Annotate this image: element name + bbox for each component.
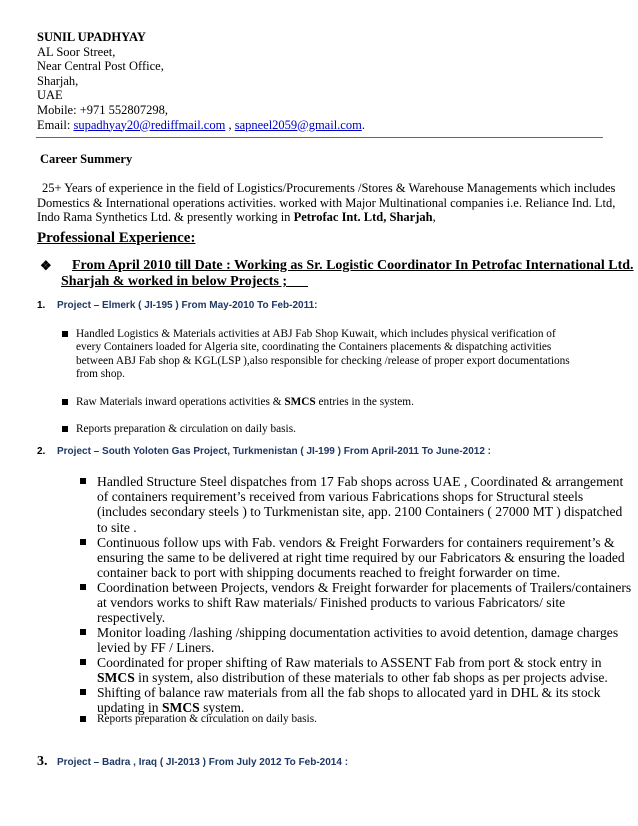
summary-text: , xyxy=(432,210,436,225)
bullet-line: (includes secondary steels ) to Turkmenistan site, app. 2100 Containers ( 27000 MT ) dispatched xyxy=(97,504,623,520)
bullet-line: ensuring the same to be delivered at right time required by our Fabricators & ensuring the loaded xyxy=(97,550,625,566)
bullet-line: from shop. xyxy=(76,367,125,380)
current-role-text: Sharjah & worked in below Projects ; xyxy=(61,274,288,289)
project-number: 2. xyxy=(37,446,46,457)
smcs-term: SMCS xyxy=(161,700,200,716)
bullet-line xyxy=(76,396,414,409)
diamond-arrow-icon: ❖ xyxy=(40,258,52,273)
bullet-text: Raw Materials inward operations activities & xyxy=(76,396,285,408)
square-bullet-icon xyxy=(80,689,86,695)
address-line: AL Soor Street, xyxy=(37,44,116,59)
bullet-text: in system, also distribution of these materials to other fab shops as per projects advise. xyxy=(134,670,608,686)
project-number: 3. xyxy=(37,754,48,769)
smcs-term: SMCS xyxy=(284,396,316,408)
email-link-gmail[interactable]: sapneel2059@gmail.com xyxy=(234,117,362,132)
address-line: UAE xyxy=(37,88,63,103)
contact-header xyxy=(37,30,365,132)
bullet-line: Handled Logistics & Materials activities at ABJ Fab Shop Kuwait, which includes physical verification of xyxy=(76,328,556,340)
address-line: Sharjah, xyxy=(37,73,79,88)
email-link-rediff[interactable]: supadhyay20@rediffmail.com xyxy=(73,117,226,132)
bullet-line: Reports preparation & circulation on daily basis. xyxy=(97,713,317,725)
bullet-line: between ABJ Fab shop & KGL(LSP ),also responsible for checking /release of proper export documentations xyxy=(76,354,570,367)
project-number: 1. xyxy=(37,300,46,311)
email-line xyxy=(37,118,365,133)
bullet-line: at vendors works to shift Raw materials/ Finished products to various Fabricators/ site xyxy=(97,595,566,611)
bullet-line: every Containers loaded for Algeria site, coordinating the Containers placements & dispatching activities xyxy=(76,341,552,354)
square-bullet-icon xyxy=(80,478,86,484)
project-2-heading xyxy=(37,446,491,457)
professional-experience-heading: Professional Experience: xyxy=(37,230,196,246)
email-separator: , xyxy=(225,117,235,132)
bullet-line: to site . xyxy=(97,519,137,535)
header-divider xyxy=(36,137,603,138)
project-1-heading xyxy=(37,300,317,311)
square-bullet-icon xyxy=(80,584,86,590)
bullet-line: levied by FF / Liners. xyxy=(97,640,215,656)
bullet-line: Reports preparation & circulation on daily basis. xyxy=(76,423,296,435)
summary-text: Indo Rama Synthetics Ltd. & presently working in xyxy=(37,210,294,225)
bullet-line: container back to port with shipping documents reached to freight forwarder on time. xyxy=(97,565,561,581)
bullet-text: updating in xyxy=(97,700,162,716)
email-end: . xyxy=(361,117,365,132)
current-role-line-2 xyxy=(61,274,308,290)
square-bullet-icon xyxy=(62,399,68,405)
project-3-heading xyxy=(37,754,348,770)
summary-line: 25+ Years of experience in the field of Logistics/Procurements /Stores & Warehouse Managements which includes xyxy=(42,181,616,195)
current-employer: Petrofac Int. Ltd, Sharjah xyxy=(293,210,433,225)
email-label: Email: xyxy=(37,117,74,132)
project-title: Project – South Yoloten Gas Project, Turkmenistan ( JI-199 ) From April-2011 To June-2012 : xyxy=(57,446,492,457)
address-line: Near Central Post Office, xyxy=(37,59,164,74)
bullet-text: system. xyxy=(199,700,245,716)
summary-line: Domestics & International operations activities. worked with Major Multinational companies i.e. Reliance Ind. Ltd, xyxy=(37,195,616,210)
bullet-text: entries in the system. xyxy=(315,396,414,408)
square-bullet-icon xyxy=(62,331,68,337)
square-bullet-icon xyxy=(80,659,86,665)
square-bullet-icon xyxy=(80,716,86,722)
square-bullet-icon xyxy=(80,539,86,545)
smcs-term: SMCS xyxy=(97,670,135,686)
bullet-line: Shifting of balance raw materials from all the fab shops to allocated yard in DHL & its stock xyxy=(97,685,601,700)
career-summary-text xyxy=(37,181,616,225)
mobile-number: Mobile: +971 552807298, xyxy=(37,102,169,117)
current-role-line-1: From April 2010 till Date : Working as Sr. Logistic Coordinator In Petrofac International Ltd. xyxy=(72,258,634,273)
bullet-line xyxy=(97,670,608,685)
candidate-name: SUNIL UPADHYAY xyxy=(37,30,146,44)
bullet-line: respectively. xyxy=(97,610,166,626)
project-title: Project – Elmerk ( JI-195 ) From May-2010 To Feb-2011: xyxy=(57,300,318,311)
career-summary-heading: Career Summery xyxy=(40,152,133,166)
summary-line xyxy=(37,210,605,225)
bullet-line: Continuous follow ups with Fab. vendors & Freight Forwarders for containers requirement’s & xyxy=(97,535,615,550)
bullet-line: Monitor loading /lashing /shipping documentation activities to avoid detention, damage charges xyxy=(97,625,619,640)
square-bullet-icon xyxy=(62,426,68,432)
square-bullet-icon xyxy=(80,629,86,635)
bullet-line: of containers requirement’s received from various Fabrications shops for Structural steels xyxy=(97,489,584,505)
project-title: Project – Badra , Iraq ( JI-2013 ) From July 2012 To Feb-2014 : xyxy=(57,757,349,768)
bullet-line: Coordinated for proper shifting of Raw materials to ASSENT Fab from port & stock entry in xyxy=(97,655,602,670)
bullet-line: Handled Structure Steel dispatches from 17 Fab shops across UAE , Coordinated & arrangement xyxy=(97,474,624,489)
bullet-line: Coordination between Projects, vendors & Freight forwarder for placements of Trailers/containers xyxy=(97,580,632,595)
